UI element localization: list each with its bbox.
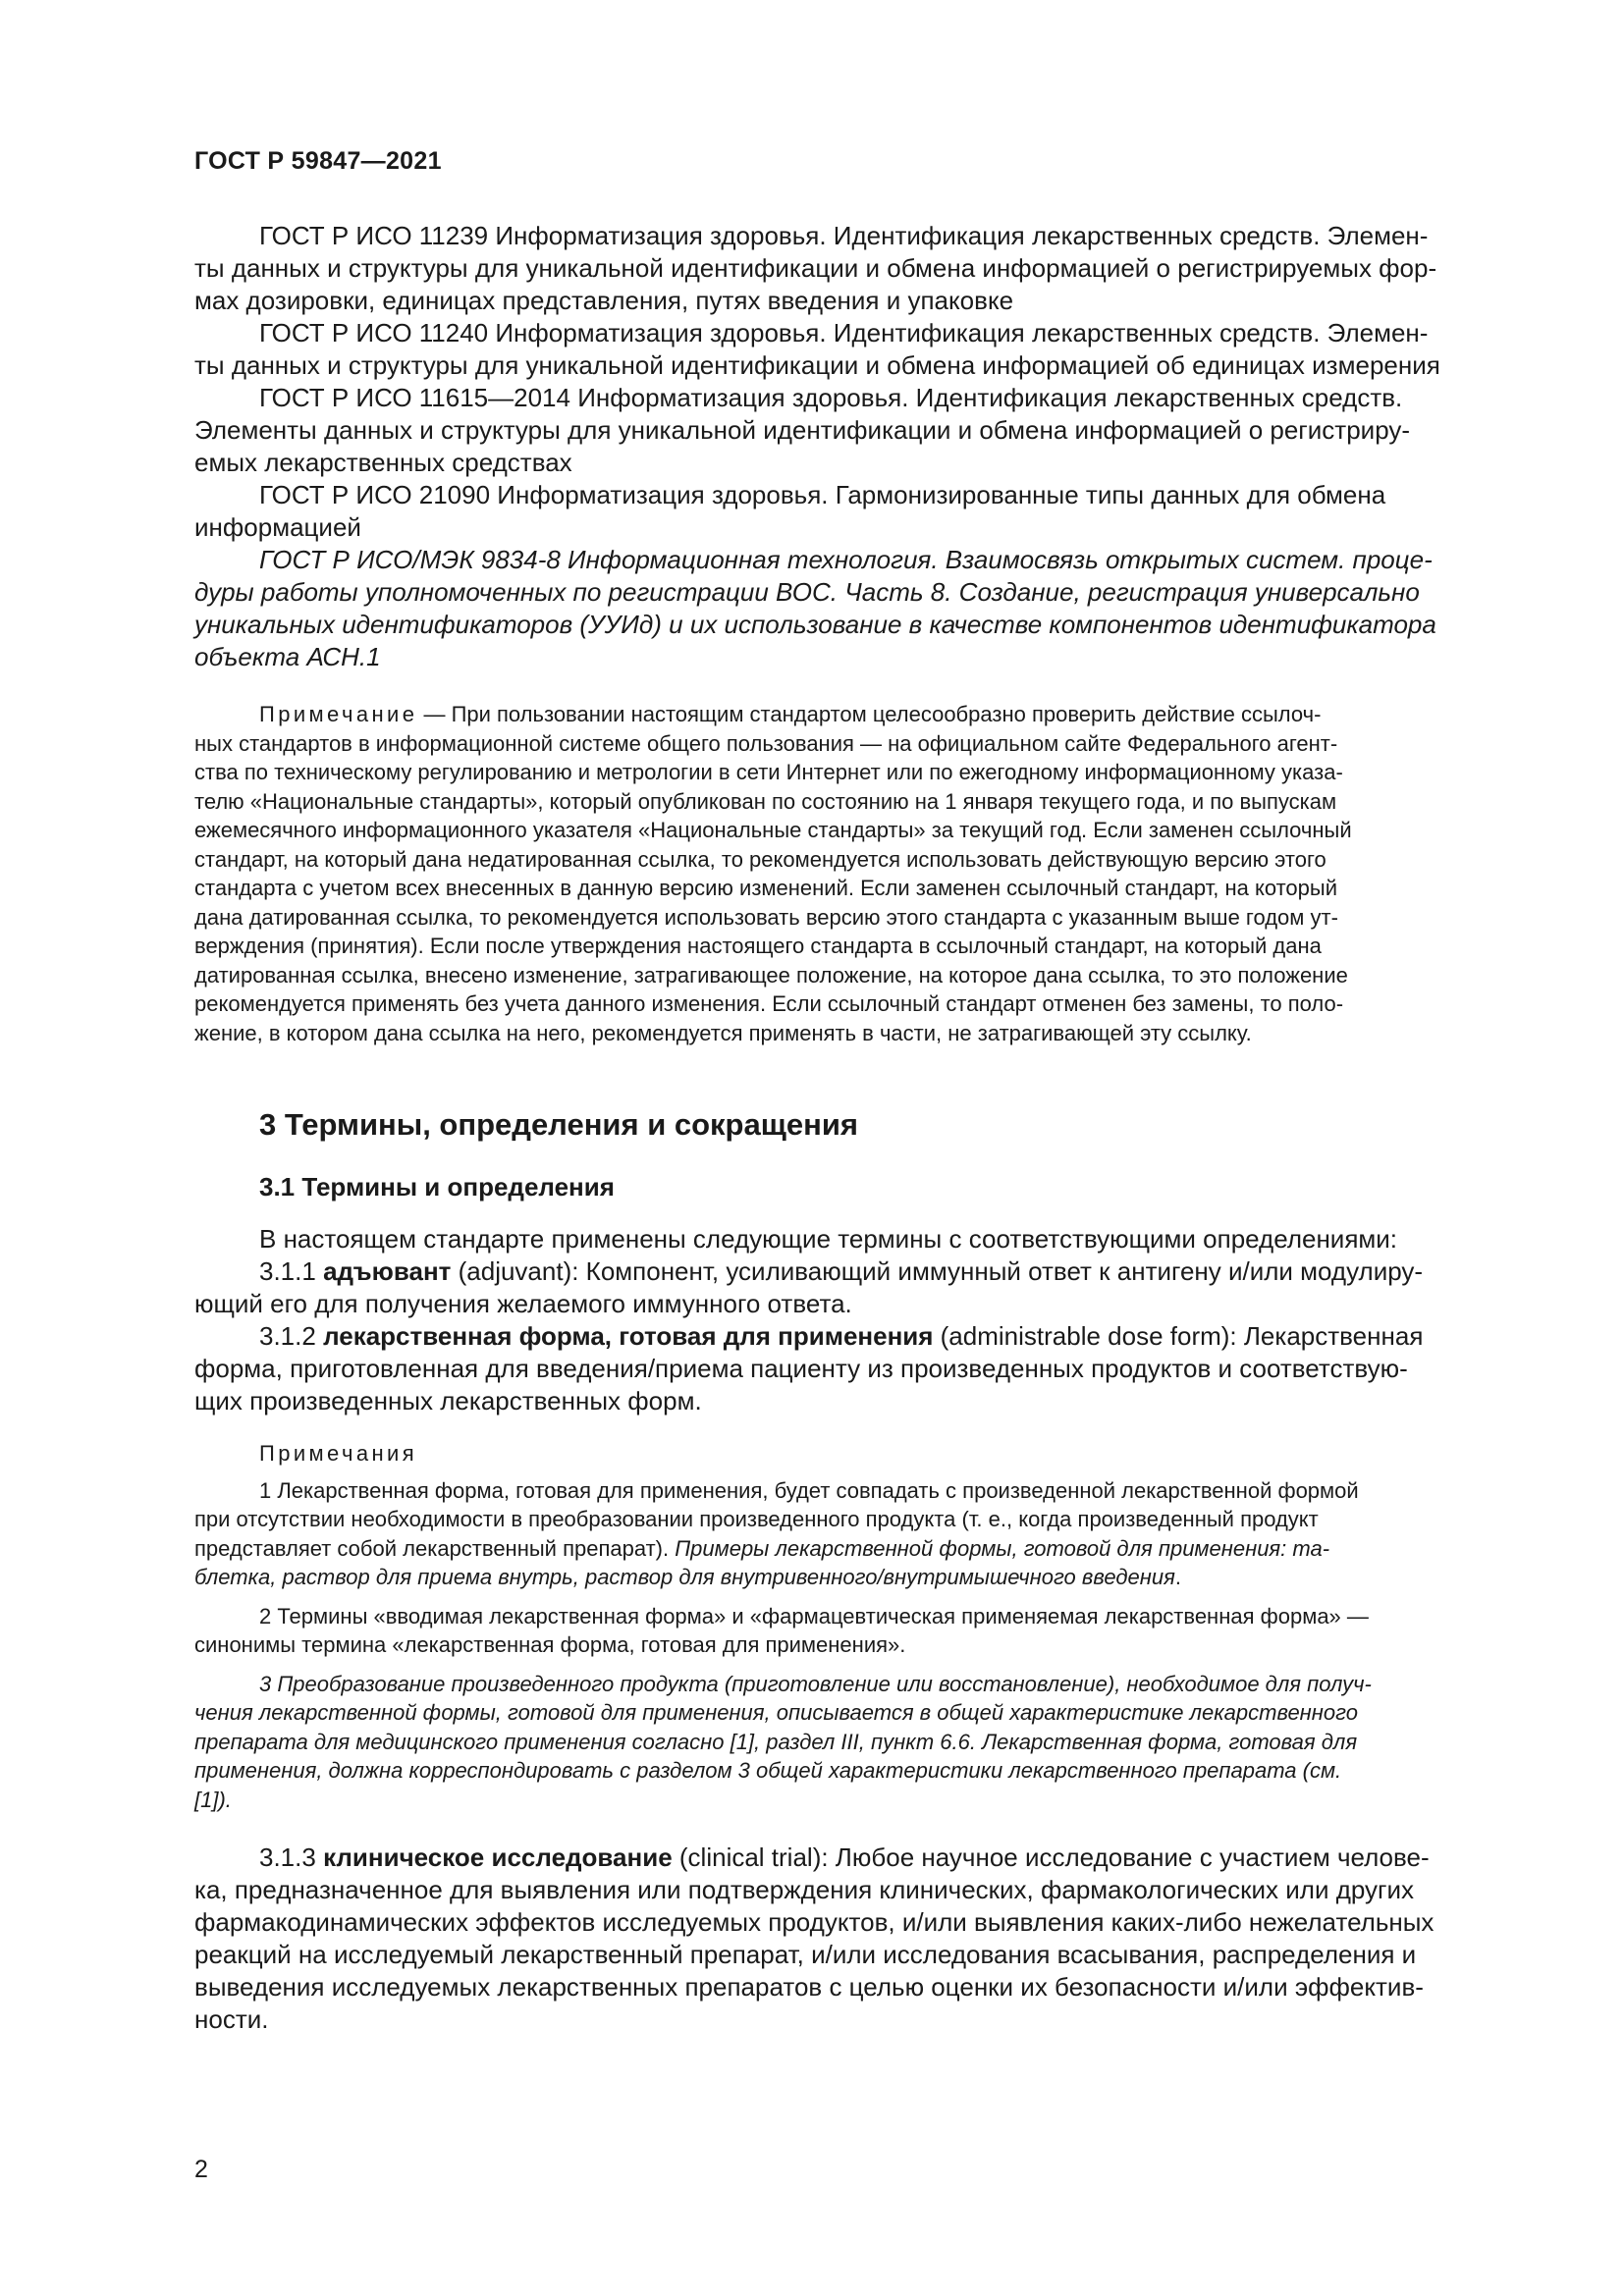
reference-line: дуры работы уполномоченных по регистрации ВОС. Часть 8. Создание, регистрация универсально [194,577,1420,607]
reference-line: ГОСТ Р ИСО 11240 Информатизация здоровья. Идентификация лекарственных средств. Элемен- [259,318,1429,347]
term-3-1-1 [194,1255,1526,1320]
note-line: дана датированная ссылка, то рекомендуется использовать версию этого стандарта с указанным выше годом ут- [194,904,1338,930]
reference-note [194,700,1526,1047]
note-example: блетка, раствор для приема внутрь, раствор для внутривенного/внутримышечного введения [194,1565,1175,1589]
reference-line: Элементы данных и структуры для уникальной идентификации и обмена информацией о регистриру- [194,415,1411,445]
term-name: адъювант [323,1256,452,1286]
term-number: 3.1.1 [259,1256,324,1286]
section-3-1-title: 3.1 Термины и определения [259,1172,615,1201]
note-line: [1]). [194,1787,232,1812]
term-definition: (administrable dose form): Лекарственная [933,1321,1424,1351]
note-paragraph [194,700,1526,1047]
term-definition: ка, предназначенное для выявления или подтверждения клинических, фармакологических или других [194,1875,1415,1904]
note-line: синонимы термина «лекарственная форма, готовая для применения». [194,1632,906,1657]
document-header: ГОСТ Р 59847—2021 [194,147,442,175]
reference-line: ГОСТ Р ИСО 21090 Информатизация здоровья. Гармонизированные типы данных для обмена [259,480,1386,509]
reference-line: объекта АСН.1 [194,642,381,671]
reference-line: мах дозировки, единицах представления, путях введения и упаковке [194,286,1014,315]
term-definition: выведения исследуемых лекарственных препаратов с целью оценки их безопасности и/или эффектив- [194,1972,1424,2002]
terms-intro: В настоящем стандарте применены следующие термины с соответствующими определениями: [259,1224,1398,1254]
term-definition: щих произведенных лекарственных форм. [194,1386,702,1415]
note-line: стандарта с учетом всех внесенных в данную версию изменений. Если заменен ссылочный стандарт, на который [194,876,1337,900]
reference-line: информацией [194,512,361,542]
note-line: чения лекарственной формы, готовой для применения, описывается в общей характеристике лекарственного [194,1700,1358,1725]
note-line: верждения (принятия). Если после утверждения настоящего стандарта в ссылочный стандарт, на который дана [194,934,1322,958]
note-line: ства по техническому регулированию и метрологии в сети Интернет или по ежегодному информационному указа- [194,760,1343,784]
note-line: при отсутствии необходимости в преобразовании произведенного продукта (т. е., когда произведенный продукт [194,1507,1319,1531]
reference-line: ГОСТ Р ИСО 11615—2014 Информатизация здоровья. Идентификация лекарственных средств. [259,383,1403,412]
reference-item [194,382,1526,479]
note-line: стандарт, на который дана недатированная ссылка, то рекомендуется использовать действующую версию этого [194,846,1326,872]
note-line: ных стандартов в информационной системе общего пользования — на официальном сайте Федерального агент- [194,730,1338,756]
term-number: 3.1.3 [259,1842,324,1872]
term-definition: фармакодинамических эффектов исследуемых продуктов, и/или выявления каких-либо нежелательных [194,1907,1435,1937]
normative-references [194,220,1526,673]
reference-line: ты данных и структуры для уникальной идентификации и обмена информацией об единицах измерения [194,350,1440,380]
term-definition: форма, приготовленная для введения/приема пациенту из произведенных продуктов и соответствую- [194,1354,1408,1383]
term-3-1-3-block [194,1842,1526,2036]
note-line: представляет собой лекарственный препарат). [194,1535,676,1561]
reference-item [194,479,1526,544]
note-line: применения, должна корреспондировать с разделом 3 общей характеристики лекарственного препарата (см. [194,1758,1342,1783]
term-definition: (clinical trial): Любое научное исследование с участием челове- [672,1842,1430,1872]
reference-line: ты данных и структуры для уникальной идентификации и обмена информацией о регистрируемых фор- [194,253,1437,283]
term-definition: реакций на исследуемый лекарственный препарат, и/или исследования всасывания, распределения и [194,1940,1417,1969]
term-name: клиническое исследование [323,1842,673,1872]
note-line: жение, в котором дана ссылка на него, рекомендуется применять в части, не затрагивающей эту ссылку. [194,1020,1252,1045]
reference-item [194,220,1526,317]
note-line: 2 Термины «вводимая лекарственная форма» и «фармацевтическая применяемая лекарственная форма» — [259,1603,1369,1629]
term-name: лекарственная форма, готовая для применения [323,1321,934,1351]
term-3-1-2 [194,1320,1526,1417]
section-3-title: 3 Термины, определения и сокращения [259,1107,858,1142]
reference-item [194,317,1526,382]
note-example: Примеры лекарственной формы, готовой для применения: та- [675,1535,1330,1561]
note-line: датированная ссылка, внесено изменение, затрагивающее положение, на которое дана ссылка, то это положение [194,962,1348,988]
note-line: рекомендуется применять без учета данного изменения. Если ссылочный стандарт отменен без замены, то поло- [194,991,1344,1016]
reference-line: ГОСТ Р ИСО/МЭК 9834-8 Информационная технология. Взаимосвязь открытых систем. проце- [259,545,1433,574]
term-number: 3.1.2 [259,1321,324,1351]
term-definition: ющий его для получения желаемого иммунного ответа. [194,1289,852,1318]
page-number: 2 [194,2156,208,2183]
note-line: телю «Национальные стандарты», который опубликован по состоянию на 1 января текущего года, и по выпускам [194,788,1337,814]
note-2 [194,1602,1526,1660]
note-line: препарата для медицинского применения согласно [1], раздел III, пункт 6.6. Лекарственная форма, готовая для [194,1729,1358,1754]
note-line: . [1174,1565,1181,1589]
reference-line: уникальных идентификаторов (УУИд) и их использование в качестве компонентов идентификатора [194,610,1436,639]
note-line: 3 Преобразование произведенного продукта (приготовление или восстановление), необходимое для получ- [259,1671,1372,1696]
reference-line: емых лекарственных средствах [194,448,572,477]
notes-label: Примечания [259,1441,418,1466]
reference-line: ГОСТ Р ИСО 11239 Информатизация здоровья. Идентификация лекарственных средств. Элемен- [259,221,1429,250]
term-notes [194,1439,1526,1814]
note-line: ежемесячного информационного указателя «Национальные стандарты» за текущий год. Если заменен ссылочный [194,818,1352,842]
term-3-1-3 [194,1842,1526,2036]
note-line: — При пользовании настоящим стандартом целесообразно проверить действие ссылоч- [417,702,1322,726]
reference-item [194,544,1526,673]
note-line: 1 Лекарственная форма, готовая для применения, будет совпадать с произведенной лекарственной формой [259,1477,1359,1503]
document-page [194,0,1526,2296]
terms-block [194,1223,1526,1417]
note-label: Примечание [259,702,418,726]
note-3 [194,1670,1526,1815]
term-definition: ности. [194,2004,269,2034]
note-text [194,702,1352,1045]
note-1 [194,1476,1526,1592]
term-definition: (adjuvant): Компонент, усиливающий иммунный ответ к антигену и/или модулиру- [451,1256,1424,1286]
